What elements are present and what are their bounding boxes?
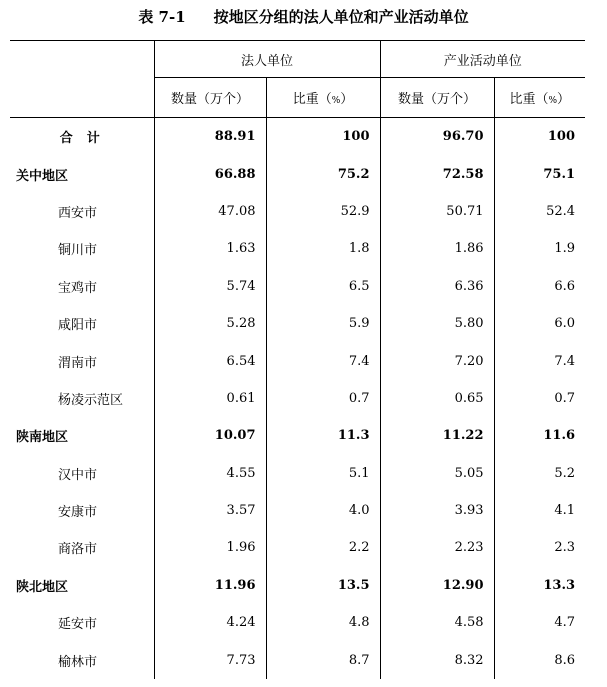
row-label: 宝鸡市: [58, 280, 98, 296]
activity-share-cell: 8.6: [494, 641, 585, 678]
legal-count-cell: 6.54: [154, 342, 266, 379]
activity-share-cell: 100: [494, 118, 585, 156]
legal-count-cell: 4.55: [154, 455, 266, 492]
activity-share-cell: 1.9: [494, 230, 585, 267]
legal-share-cell: 5.1: [266, 455, 380, 492]
legal-share-cell: 11.3: [266, 417, 380, 454]
data-table: [10, 40, 585, 679]
row-label: 陕北地区: [16, 579, 69, 595]
legal-share-cell: 13.5: [266, 567, 380, 604]
table-title: [0, 6, 607, 27]
activity-share-cell: 13.3: [494, 567, 585, 604]
table-caption: 按地区分组的法人单位和产业活动单位: [213, 8, 469, 26]
activity-count-cell: 5.80: [380, 305, 494, 342]
header-group-legal-units: 法人单位: [154, 41, 380, 78]
row-label: 延安市: [58, 617, 98, 633]
activity-share-cell: 6.0: [494, 305, 585, 342]
table-row: [10, 193, 585, 230]
legal-share-cell: 52.9: [266, 193, 380, 230]
legal-count-cell: 88.91: [154, 118, 266, 156]
activity-share-cell: 6.6: [494, 268, 585, 305]
header-row-groups: [10, 41, 585, 78]
activity-share-cell: 7.4: [494, 342, 585, 379]
row-label: 西安市: [58, 205, 98, 221]
activity-share-cell: 0.7: [494, 380, 585, 417]
activity-share-cell: 4.1: [494, 492, 585, 529]
activity-count-cell: 3.93: [380, 492, 494, 529]
row-label: 榆林市: [58, 654, 98, 670]
legal-count-cell: 11.96: [154, 567, 266, 604]
header-count-legal: 数量（万个）: [154, 78, 266, 118]
row-label: 安康市: [58, 505, 98, 521]
activity-share-cell: 4.7: [494, 604, 585, 641]
table-row: [10, 604, 585, 641]
activity-share-cell: 5.2: [494, 455, 585, 492]
legal-share-cell: 6.5: [266, 268, 380, 305]
activity-share-cell: 2.3: [494, 529, 585, 566]
legal-share-cell: 8.7: [266, 641, 380, 678]
header-share-activity: 比重（%）: [494, 78, 585, 118]
activity-share-cell: 75.1: [494, 155, 585, 192]
table-row: [10, 455, 585, 492]
activity-count-cell: 6.36: [380, 268, 494, 305]
activity-count-cell: 4.58: [380, 604, 494, 641]
row-label: 铜川市: [58, 243, 98, 259]
legal-count-cell: 4.24: [154, 604, 266, 641]
table-row: [10, 567, 585, 604]
legal-share-cell: 100: [266, 118, 380, 156]
legal-count-cell: 1.63: [154, 230, 266, 267]
activity-count-cell: 7.20: [380, 342, 494, 379]
legal-share-cell: 5.9: [266, 305, 380, 342]
legal-share-cell: 7.4: [266, 342, 380, 379]
table-row: [10, 529, 585, 566]
legal-share-cell: 2.2: [266, 529, 380, 566]
table-row: [10, 155, 585, 192]
table-row: [10, 268, 585, 305]
row-label: 合计: [59, 131, 114, 147]
table-row: [10, 492, 585, 529]
header-count-activity: 数量（万个）: [380, 78, 494, 118]
row-label: 商洛市: [58, 542, 98, 558]
table-row: [10, 305, 585, 342]
legal-share-cell: 1.8: [266, 230, 380, 267]
table-number: 表 7-1: [138, 8, 186, 26]
header-corner: [10, 41, 154, 118]
legal-count-cell: 66.88: [154, 155, 266, 192]
activity-count-cell: 1.86: [380, 230, 494, 267]
row-label: 汉中市: [58, 467, 98, 483]
legal-count-cell: 1.96: [154, 529, 266, 566]
legal-count-cell: 5.74: [154, 268, 266, 305]
activity-count-cell: 11.22: [380, 417, 494, 454]
activity-count-cell: 5.05: [380, 455, 494, 492]
legal-share-cell: 4.0: [266, 492, 380, 529]
row-label: 咸阳市: [58, 318, 98, 334]
row-label: 陕南地区: [16, 430, 69, 446]
row-label: 关中地区: [16, 168, 69, 184]
activity-count-cell: 12.90: [380, 567, 494, 604]
legal-count-cell: 7.73: [154, 641, 266, 678]
activity-share-cell: 52.4: [494, 193, 585, 230]
table-row: [10, 342, 585, 379]
table-row: [10, 380, 585, 417]
activity-count-cell: 0.65: [380, 380, 494, 417]
activity-share-cell: 11.6: [494, 417, 585, 454]
activity-count-cell: 96.70: [380, 118, 494, 156]
legal-count-cell: 5.28: [154, 305, 266, 342]
row-label: 杨凌示范区: [58, 392, 124, 408]
row-label: 渭南市: [58, 355, 98, 371]
activity-count-cell: 2.23: [380, 529, 494, 566]
header-group-activity-units: 产业活动单位: [380, 41, 585, 78]
legal-count-cell: 10.07: [154, 417, 266, 454]
legal-share-cell: 75.2: [266, 155, 380, 192]
table-row: [10, 417, 585, 454]
legal-count-cell: 47.08: [154, 193, 266, 230]
table-row: [10, 230, 585, 267]
activity-count-cell: 72.58: [380, 155, 494, 192]
legal-count-cell: 0.61: [154, 380, 266, 417]
header-share-legal: 比重（%）: [266, 78, 380, 118]
table-row: [10, 641, 585, 678]
activity-count-cell: 50.71: [380, 193, 494, 230]
activity-count-cell: 8.32: [380, 641, 494, 678]
legal-count-cell: 3.57: [154, 492, 266, 529]
legal-share-cell: 4.8: [266, 604, 380, 641]
legal-share-cell: 0.7: [266, 380, 380, 417]
table-row: [10, 118, 585, 156]
